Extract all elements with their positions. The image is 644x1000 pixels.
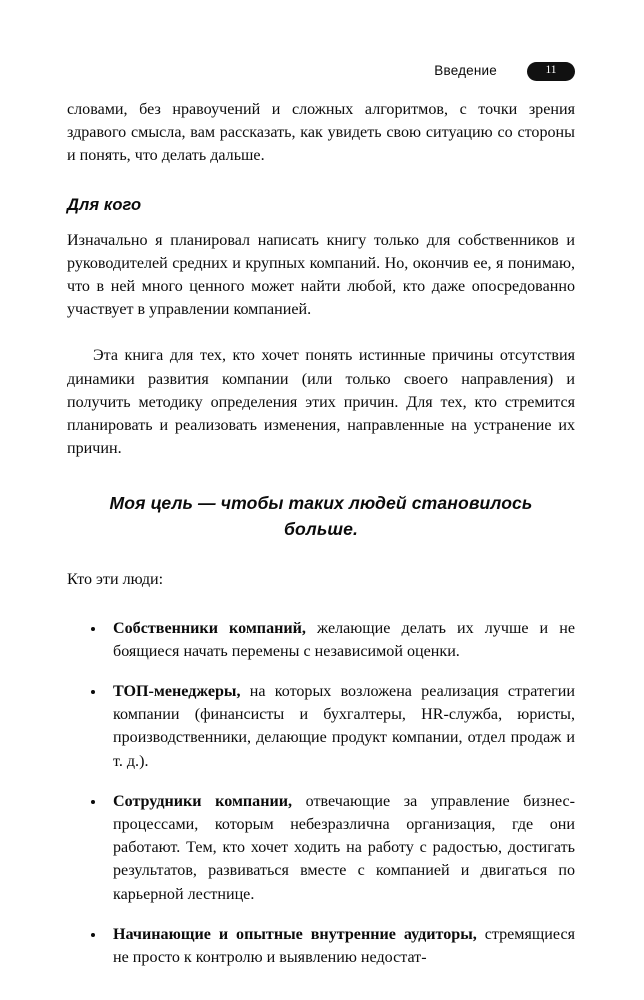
continued-paragraph: словами, без нравоучений и сложных алгоритмов, с точки зрения здравого смысла, вам рассказать, как увидеть свою ситуацию со стороны и понять, что делать дальше. — [67, 101, 575, 165]
spacer-after-heading — [67, 216, 575, 229]
list-item-text: отвечающие за управление бизнес-процессами, которым небезразлична организация, где они работают. Тем, кто хочет ходить на работу с радостью, достигать результатов, развиваться вместе с компанией и двигаться по карьерной лестнице. — [113, 792, 576, 903]
list-item-lead: Собственники компаний, — [113, 619, 306, 637]
list-item — [67, 923, 575, 969]
page-number-badge — [527, 62, 575, 81]
spacer-before-heading — [67, 168, 575, 194]
spacer-before-pullquote — [67, 460, 575, 490]
spacer-after-pullquote — [67, 542, 575, 568]
paragraph-2: Эта книга для тех, кто хочет понять истинные причины отсутствия динамики развития компании (или только своего направления) и получить методику определения этих причин. Для тех, кто стремится планировать и реализовать изменения, направленные на устранение их причин. — [67, 347, 575, 458]
bullet-point-icon — [91, 627, 95, 631]
pullquote: Моя цель — чтобы таких людей становилось больше. — [109, 493, 533, 540]
list-item-text: стремящиеся не просто к контролю и выявлению недостат- — [113, 925, 575, 967]
list-intro-text: Кто эти люди: — [67, 571, 164, 589]
bullet-point-icon — [91, 690, 95, 694]
list-item — [67, 617, 575, 663]
running-header — [67, 58, 575, 84]
list-item-text: на которых возложена реализация стратегии компании (финансисты и бухгалтеры, HR-служба, юристы, производственники, делающие продукт компании, отдел продаж и т. д.). — [113, 683, 575, 770]
spacer-before-list — [67, 592, 575, 617]
bullet-point-icon — [91, 933, 95, 937]
page-content-column — [67, 98, 575, 969]
list-item — [67, 790, 575, 906]
list-item-lead: Начинающие и опытные внутренние аудиторы, — [113, 925, 477, 943]
list-item-lead: Сотрудники компании, — [113, 792, 293, 810]
bullet-point-icon — [91, 800, 95, 804]
spacer-between-paragraphs — [67, 321, 575, 344]
running-header-section-title: Введение — [434, 63, 497, 79]
list-item-text: желающие делать их лучше и не боящиеся начать перемены с независимой оценки. — [113, 619, 575, 660]
paragraph-1: Изначально я планировал написать книгу только для собственников и руководителей средних и крупных компаний. Но, окончив ее, я понимаю, что в ней много ценного может найти любой, кто даже опосредованно участвует в управлении компанией. — [67, 231, 575, 319]
people-list — [67, 617, 575, 970]
section-heading-dlya-kogo: Для кого — [67, 195, 142, 214]
list-item-lead: ТОП-менеджеры, — [113, 683, 241, 701]
page-number-text: 11 — [545, 64, 557, 77]
list-item — [67, 680, 575, 773]
